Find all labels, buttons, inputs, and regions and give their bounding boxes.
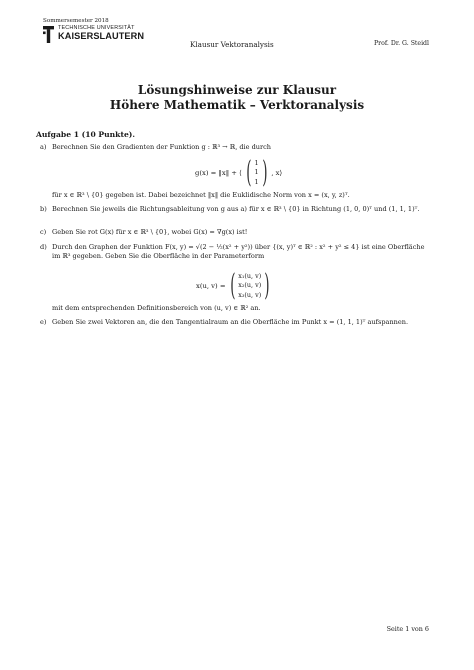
- item-text-c: Geben Sie rot G(x) für x ∈ ℝ³ \ {0}, wobei G(x) = ∇g(x) ist!: [52, 228, 248, 236]
- university-logo: [43, 26, 144, 43]
- author-name: Prof. Dr. G. Steidl: [374, 40, 429, 47]
- equation-g-left: g(x) = ‖x‖ + ⟨: [195, 169, 242, 177]
- param-column: [238, 272, 261, 301]
- param-entry-2: x₂(u, v): [238, 281, 262, 290]
- item-text-d-continued: mit dem entsprechenden Definitionsbereich von (u, v) ∈ ℝ² an.: [52, 304, 261, 312]
- task-heading: Aufgabe 1 (10 Punkte).: [36, 130, 136, 139]
- item-text-a: Berechnen Sie den Gradienten der Funktion g : ℝ³ → ℝ, die durch: [52, 143, 272, 151]
- vector-entry-2: 1: [254, 168, 259, 177]
- right-paren-icon: ): [261, 155, 268, 190]
- task-item-a: [40, 143, 434, 152]
- equation-parametrization: [196, 268, 274, 303]
- document-subtitle: Höhere Mathematik – Verktoranalysis: [109, 98, 365, 112]
- task-item-b: [40, 205, 434, 214]
- item-text-b: Berechnen Sie jeweils die Richtungsableitung von g aus a) für x ∈ ℝ³ \ {0} in Richtung (1, 0, 0)ᵀ und (1, 1, 1)ᵀ.: [52, 205, 420, 213]
- item-label-b: b): [40, 205, 47, 213]
- item-text-d: Durch den Graphen der Funktion F(x, y) = √(2 − ½(x² + y²)) über {(x, y)ᵀ ∈ ℝ² : x² + y² ≤ 4} ist eine Oberfläche im ℝ³ gegeben. Geben Sie die Oberfläche in der Parameterform: [52, 243, 425, 261]
- equation-param-left: x(u, v) =: [196, 282, 226, 290]
- param-entry-1: x₁(u, v): [238, 271, 262, 280]
- document-title: Lösungshinweise zur Klausur: [137, 83, 337, 97]
- course-title: Klausur Vektoranalysis: [190, 40, 274, 49]
- vector-entry-3: 1: [254, 177, 259, 186]
- item-text-e: Geben Sie zwei Vektoren an, die den Tangentialraum an die Oberfläche im Punkt x = (1, 1, 1)ᵀ aufspannen.: [52, 318, 409, 326]
- task-item-d-continued: [52, 304, 434, 313]
- page-number: Seite 1 von 6: [386, 625, 429, 633]
- task-item-c: [40, 228, 434, 237]
- left-paren-icon: (: [229, 268, 236, 303]
- param-entry-3: x₃(u, v): [238, 290, 262, 299]
- equation-g-right: , x⟩: [271, 169, 283, 177]
- vector-param: [227, 268, 273, 303]
- logo-line-2: KAISERSLAUTERN: [58, 31, 145, 42]
- logo-line-1: TECHNISCHE UNIVERSITÄT: [58, 25, 135, 31]
- vector-entry-1: 1: [254, 158, 259, 167]
- semester-label: Sommersemester 2018: [43, 18, 109, 24]
- task-item-d: [40, 243, 434, 262]
- vector-ones: [243, 155, 271, 190]
- logo-wordmark: [58, 26, 144, 42]
- task-item-e: [40, 318, 434, 327]
- item-label-e: e): [40, 318, 47, 326]
- item-label-a: a): [40, 143, 47, 151]
- vector-column: [255, 159, 259, 188]
- right-paren-icon: ): [264, 268, 270, 303]
- tu-logo-icon: [43, 26, 54, 43]
- item-label-c: c): [40, 228, 47, 236]
- item-text-a-continued: für x ∈ ℝ³ \ {0} gegeben ist. Dabei bezeichnet ‖x‖ die Euklidische Norm von x = (x, y, z)ᵀ.: [52, 191, 350, 199]
- item-label-d: d): [40, 243, 47, 251]
- task-item-a-continued: [52, 191, 434, 200]
- left-paren-icon: (: [246, 155, 252, 190]
- equation-g: [195, 155, 283, 190]
